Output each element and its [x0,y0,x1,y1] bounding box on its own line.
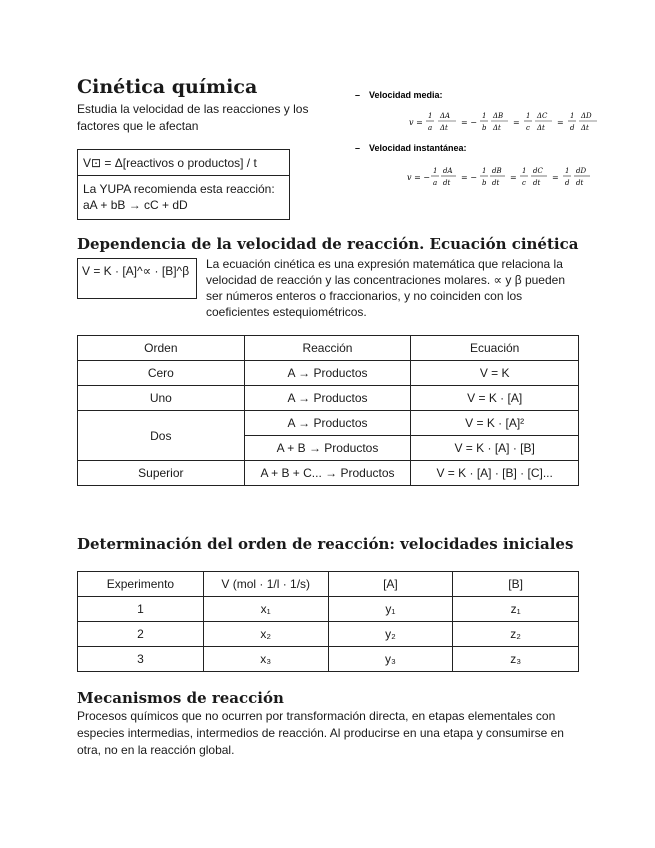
column-header: Orden [78,336,245,361]
column-header: [A] [328,572,453,597]
svg-text:1: 1 [570,112,575,120]
table-row [78,386,579,411]
table-cell: y₁ [328,597,453,622]
table-cell: z₂ [453,622,579,647]
mechanisms-heading: Mecanismos de reacción [77,689,284,707]
media-dash: – [355,90,361,100]
svg-text:Δt: Δt [537,124,545,132]
table-cell: z₁ [453,597,579,622]
table-row [78,411,579,436]
svg-text:a: a [433,179,438,187]
order-cell: Dos [78,411,245,461]
iupac-reaction: aA + bB → cC + dD [83,198,188,212]
table-cell: y₃ [328,647,453,672]
table-cell: y₂ [328,622,453,647]
equation-cell: V = K [411,361,579,386]
column-header: Ecuación [411,336,579,361]
reaction-order-table [77,335,579,486]
table-row [78,361,579,386]
table-cell: 1 [78,597,204,622]
table-row [78,461,579,486]
iupac-note-line1: La YUPA recomienda esta reacción: [83,182,275,196]
intro-text: Estudia la velocidad de las reacciones y los factores que le afectan [77,102,309,133]
svg-text:ΔD: ΔD [581,112,592,120]
svg-text:=: = [552,173,559,182]
table-header-row [78,572,579,597]
inst-dash: – [355,143,361,153]
svg-text:dt: dt [533,179,541,187]
order-cell: Cero [78,361,245,386]
svg-text:dt: dt [443,179,451,187]
svg-text:=: = [557,118,564,127]
reaction-cell: A + B + C... → Productos [244,461,411,486]
svg-text:ΔA: ΔA [440,112,451,120]
svg-text:1: 1 [482,167,487,175]
reaction-cell: A → Productos [244,361,411,386]
svg-text:v = −: v = − [407,173,431,182]
page-title: Cinética química [77,76,258,98]
svg-text:dD: dD [576,167,587,175]
svg-text:dA: dA [443,167,453,175]
initial-rates-heading: Determinación del orden de reacción: velocidades iniciales [77,535,574,553]
svg-text:Δt: Δt [493,124,501,132]
svg-text:=: = [510,173,517,182]
svg-text:c: c [526,124,530,132]
velocity-formulas-image [352,87,605,195]
column-header: Experimento [78,572,204,597]
column-header: Reacción [244,336,411,361]
svg-text:ΔC: ΔC [537,112,548,120]
svg-text:1: 1 [482,112,487,120]
media-label: Velocidad media: [369,90,443,100]
reaction-cell: A → Productos [244,386,411,411]
equation-cell: V = K · [A]² [411,411,579,436]
order-cell: Superior [78,461,245,486]
velocity-definition-box [77,149,290,220]
svg-text:b: b [482,124,487,132]
table-row [78,597,579,622]
svg-text:1: 1 [433,167,438,175]
svg-text:1: 1 [522,167,527,175]
table-cell: x₃ [203,647,328,672]
svg-text:dt: dt [576,179,584,187]
svg-text:dB: dB [492,167,502,175]
equation-cell: V = K · [A] · [B] [411,436,579,461]
svg-text:Δt: Δt [440,124,448,132]
svg-text:d: d [570,124,575,132]
svg-text:Δt: Δt [581,124,589,132]
svg-text:1: 1 [526,112,531,120]
velocity-formula: V⊡ = Δ[reactivos o productos] / t [78,150,289,176]
svg-text:v =: v = [409,118,423,127]
reaction-cell: A + B → Productos [244,436,411,461]
column-header: V (mol · 1/l · 1/s) [203,572,328,597]
experiments-table [77,571,579,672]
svg-text:b: b [482,179,487,187]
rate-law-heading: Dependencia de la velocidad de reacción. Ecuación cinética [77,235,579,253]
table-cell: x₁ [203,597,328,622]
table-cell: z₃ [453,647,579,672]
svg-text:=: = [513,118,520,127]
svg-text:= −: = − [461,173,477,182]
svg-text:1: 1 [565,167,570,175]
table-cell: 2 [78,622,204,647]
rate-law-description: La ecuación cinética es una expresión matemática que relaciona la velocidad de reacción y las concentraciones molares. ∝ y β pueden ser números enteros o fraccionarios, y no coinciden con los coeficientes estequiométricos. [206,257,566,319]
table-cell: 3 [78,647,204,672]
svg-text:d: d [565,179,570,187]
column-header: [B] [453,572,579,597]
equation-cell: V = K · [A] · [B] · [C]... [411,461,579,486]
table-cell: x₂ [203,622,328,647]
rate-law-box: V = K · [A]^∝ · [B]^β [77,258,197,299]
svg-text:ΔB: ΔB [493,112,504,120]
reaction-cell: A → Productos [244,411,411,436]
svg-text:= −: = − [461,118,477,127]
svg-text:dC: dC [533,167,543,175]
svg-text:a: a [428,124,433,132]
svg-text:1: 1 [428,112,433,120]
svg-text:c: c [522,179,526,187]
table-row [78,622,579,647]
equation-cell: V = K · [A] [411,386,579,411]
table-row [78,647,579,672]
svg-text:dt: dt [492,179,500,187]
order-cell: Uno [78,386,245,411]
table-header-row [78,336,579,361]
inst-label: Velocidad instantánea: [369,143,467,153]
iupac-note [78,176,289,213]
mechanisms-text: Procesos químicos que no ocurren por transformación directa, en etapas elementales con especies intermedias, intermedios de reacción. Al producirse en una etapa y consumirse en otra, no en la reacción global. [77,709,564,757]
